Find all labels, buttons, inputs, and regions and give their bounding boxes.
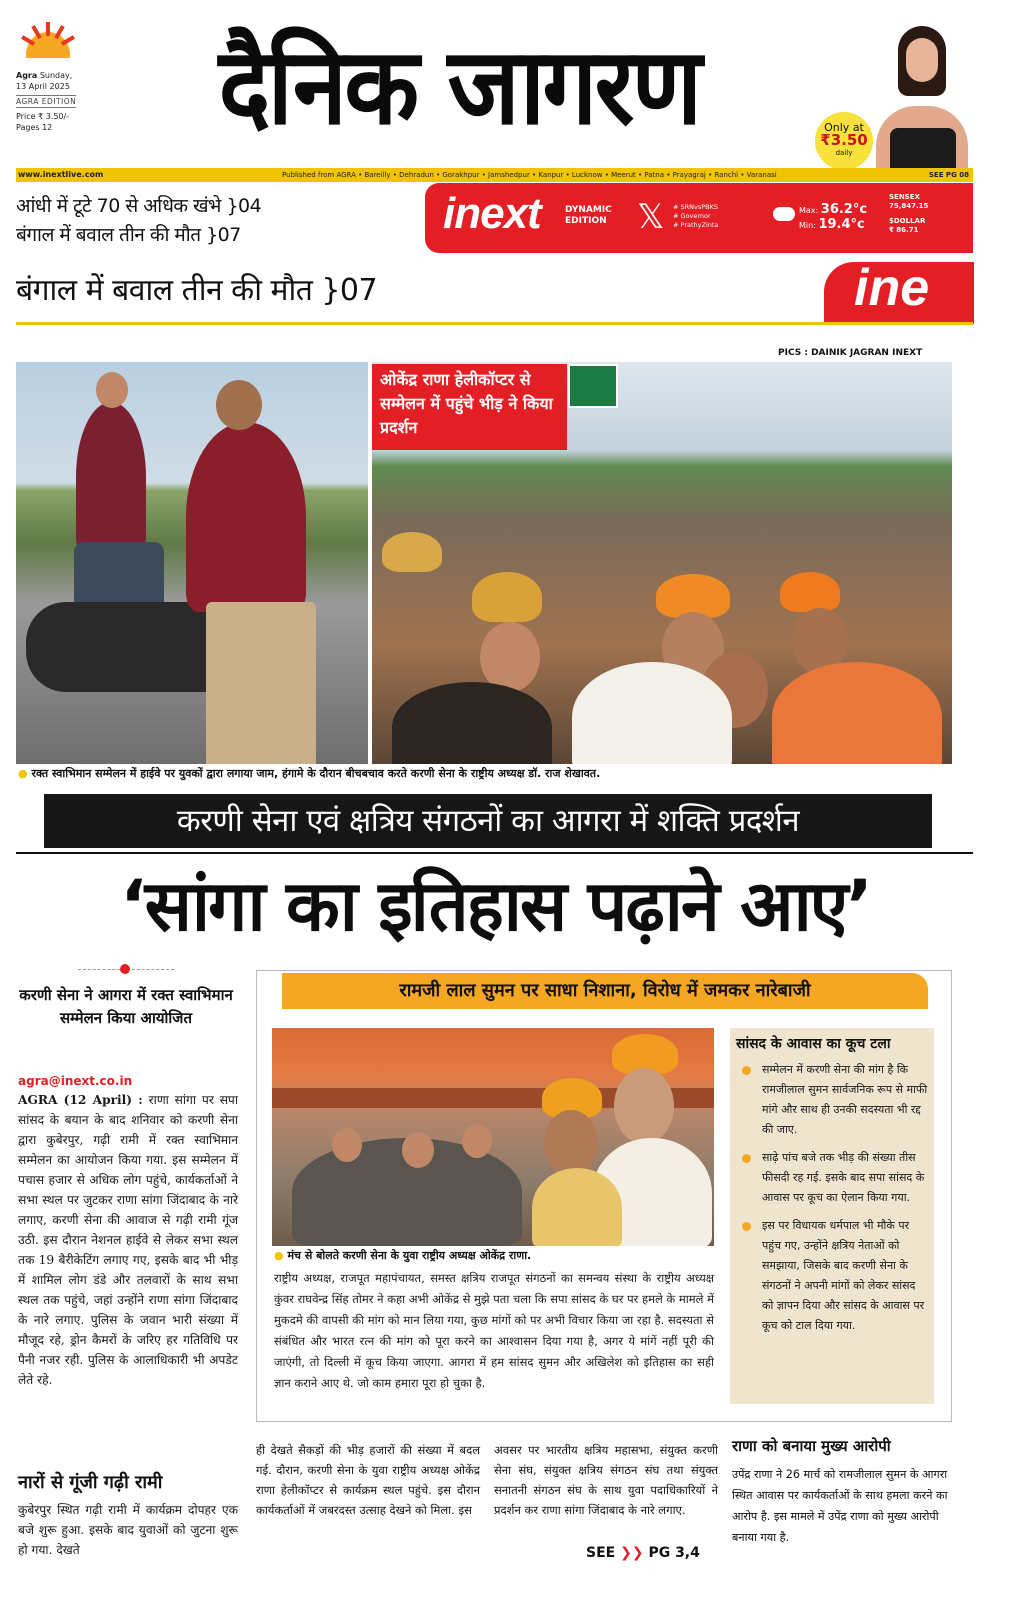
- teaser-1[interactable]: आंधी में टूटे 70 से अधिक खंभे }04: [16, 195, 262, 217]
- yellow-rule: [16, 322, 973, 325]
- dollar-value: ₹ 86.71: [889, 226, 919, 234]
- weather-temps: [799, 203, 867, 233]
- price-text: Price ₹ 3.50/-: [16, 112, 70, 121]
- sidebar-item-text: इस पर विधायक धर्मपाल भी मौके पर पहुंच गए, उन्होंने क्षत्रिय नेताओं को समझाया, जिसके बाद करणी सेना के संगठनों ने अपनी मांगों को लेकर सांसद को ज्ञापन दिया और सांसद के आवास पर कूच को टाल दिया गया.: [762, 1219, 925, 1332]
- x-logo-icon: 𝕏: [637, 197, 665, 237]
- feature-body: राष्ट्रीय अध्यक्ष, राजपूत महापंचायत, समस्त क्षत्रिय राजपूत संगठनों का समन्वय संस्था के राष्ट्रीय अध्यक्ष कुंवर राघवेन्द्र सिंह तोमर ने कहा अभी ओकेंद्र से मुझे पता चला कि सपा सांसद के घर पर हमले के मामले में मुकदमे की वापसी की मांग को मान लिया गया, कुछ मांगों को पर अभी विचार किया जा रहा है. सदस्यता से संबंधित और भारत रत्न की मांग को पूरा करने का आश्वासन दिया गया है, अगर ये मांगें नहीं पूरी की जाएंगी, तो दिल्ली में कूच किया जाएगा. आगरा में हम सांसद सुमन और अखिलेश को इतिहास का सही ज्ञान कराने आए थे. जो काम हमारा पूरा हो चुका है.: [274, 1271, 714, 1390]
- strip-headline[interactable]: बंगाल में बवाल तीन की मौत }07: [16, 273, 378, 308]
- feature-headline: रामजी लाल सुमन पर साधा निशाना, विरोध में जमकर नारेबाजी: [282, 973, 928, 1009]
- sidebar-item-text: सम्मेलन में करणी सेना की मांग है कि रामजीलाल सुमन सार्वजनिक रूप से माफी मांगे और साथ ही उनकी सदस्यता भी रद्द की जाए.: [762, 1063, 928, 1136]
- max-temp: 36.2°c: [820, 202, 868, 217]
- see-pages-ref: [586, 1545, 700, 1561]
- road-sign: [568, 364, 618, 408]
- accused-body: उपेंद्र राणा ने 26 मार्च को रामजीलाल सुमन के आगरा स्थित आवास पर कार्यकर्ताओं के साथ हमला करने का आरोप है. इस मामले में उपेंद्र राणा को मुख्य आरोपी बनाया गया है.: [732, 1468, 948, 1544]
- caption-bullet: ●: [18, 767, 28, 780]
- website-link[interactable]: www.inextlive.com: [18, 170, 104, 179]
- issue-date: 13 April 2025: [16, 82, 70, 91]
- photo-caption-text: रक्त स्वाभिमान सम्मेलन में हाईवे पर युवकों द्वारा लगाया जाम, हंगामे के दौरान बीचबचाव करते करणी सेना के राष्ट्रीय अध्यक्ष डॉ. राज शेखावत.: [31, 767, 601, 780]
- max-label: Max:: [799, 206, 819, 215]
- story-intro: करणी सेना ने आगरा में रक्त स्वाभिमान सम्मेलन किया आयोजित: [19, 986, 233, 1027]
- subheading-slogans: नारों से गूंजी गढ़ी रामी: [18, 1472, 163, 1493]
- inext-band: [425, 183, 973, 253]
- newspaper-logo-sun: [18, 22, 78, 58]
- top-info-strip: [16, 168, 973, 182]
- dyn-line-2: EDITION: [565, 216, 607, 226]
- badge-price: ₹3.50: [820, 131, 868, 149]
- see-page-ref: SEE PG 08: [928, 171, 969, 179]
- badge-daily: daily: [835, 149, 853, 157]
- main-headline[interactable]: ‘सांगा का इतिहास पढ़ाने आए’: [120, 865, 871, 947]
- advert-model-image: [868, 20, 972, 170]
- inext-chip: [824, 262, 974, 324]
- sensex-value: 75,847.15: [889, 202, 929, 210]
- photo-credit: PICS : DAINIK JAGRAN INEXT: [778, 348, 923, 358]
- price-badge: [815, 112, 873, 170]
- dateline: AGRA (12 April) :: [18, 1093, 143, 1107]
- trending-tags: [673, 203, 718, 230]
- chip-text: ine: [854, 262, 930, 317]
- issue-info: [16, 70, 96, 133]
- pages-text: Pages 12: [16, 123, 53, 132]
- caption-bullet-2: ●: [274, 1249, 284, 1262]
- sidebar-item-text: साढ़े पांच बजे तक भीड़ की संख्या तीस फीसदी रह गई. इसके बाद सपा सांसद के आवास पर कूच का ऐलान किया गया.: [762, 1151, 925, 1204]
- see-label: SEE: [586, 1545, 616, 1561]
- story-body-continued: कुबेरपुर स्थित गढ़ी रामी में कार्यक्रम दोपहर एक बजे शुरू हुआ. इसके बाद युवाओं को जुटना शुरू हो गया. देखते: [18, 1503, 238, 1557]
- tag-1: # SRNvsPBKS: [673, 203, 719, 211]
- bottom-column-2: अवसर पर भारतीय क्षत्रिय महासभा, संयुक्त करणी सेना संघ, संयुक्त क्षत्रिय संगठन संघ तथा संयुक्त सनातनी संगठन संघ के साथ युवा पदाधिकारियों ने प्रदर्शन कर राणा सांगा जिंदाबाद के नारे लगाए.: [494, 1443, 718, 1517]
- sidebar-item: [740, 1060, 928, 1140]
- weather-cloud-icon: [773, 207, 795, 221]
- inext-logo: inext: [443, 189, 541, 238]
- dollar-label: $DOLLAR: [889, 217, 926, 225]
- photo-caption: [18, 766, 600, 781]
- photo-highway-protest: [16, 362, 368, 764]
- sidebar-item: [740, 1216, 928, 1336]
- bullet-icon: [742, 1222, 751, 1231]
- section-banner: करणी सेना एवं क्षत्रिय संगठनों का आगरा में शक्ति प्रदर्शन: [44, 794, 932, 848]
- day: Sunday,: [39, 71, 73, 80]
- bottom-column-1: ही देखते सैकड़ों की भीड़ हजारों की संख्या में बदल गई. दौरान, करणी सेना के युवा राष्ट्रीय अध्यक्ष ओकेंद्र राणा हेलीकॉप्टर से कार्यक्रम स्थल पहुंचे. इस दौरान कार्यकर्ताओं में जबरदस्त उत्साह देखने को मिला. इस: [256, 1443, 480, 1517]
- feature-photo-caption: [274, 1248, 531, 1263]
- story-body: [18, 1090, 238, 1390]
- badge-top: Only at: [824, 121, 864, 134]
- sidebar-list: [740, 1060, 928, 1344]
- sidebar-heading: सांसद के आवास का कूच टला: [736, 1036, 891, 1052]
- photo-overlay-caption: ओकेंद्र राणा हेलीकॉप्टर से सम्मेलन में पहुंचे भीड़ ने किया प्रदर्शन: [372, 364, 567, 450]
- city: Agra: [16, 71, 38, 80]
- dyn-line-1: DYNAMIC: [565, 205, 612, 215]
- accused-heading: राणा को बनाया मुख्य आरोपी: [732, 1437, 891, 1455]
- sidebar-box: [730, 1028, 934, 1404]
- divider-dot: [120, 964, 130, 974]
- min-label: Min:: [799, 221, 816, 230]
- dynamic-edition: [565, 205, 612, 227]
- sidebar-item: [740, 1148, 928, 1208]
- bullet-icon: [742, 1066, 751, 1075]
- story-body-text: राणा सांगा पर सपा सांसद के बयान के बाद शनिवार को करणी सेना द्वारा कुबेरपुर, गढ़ी रामी में रक्त स्वाभिमान सम्मेलन का आयोजन किया गया. इस सम्मेलन में पचास हजार से अधिक लोग पहुंचे, कार्यकर्ताओं ने सभा स्थल पर जुटकर राणा सांगा जिंदाबाद के नारे लगाए, करणी सेना की आवाज से गढ़ी रामी गूंज उठी. इस दौरान नेशनल हाईवे से लेकर सभा स्थल तक 19 बैरीकेटिंग लगाए गए, इसके बाद भी भीड़ में शामिल लोग डंडे और तलवारों के साथ सभा स्थल तक पहुंचे, जहां उन्होंने राणा सांगा जिंदाबाद के नारे लगाए. पुलिस के जवान भारी संख्या में मौजूद रहे, ड्रोन कैमरों के जरिए हर गतिविधि पर पैनी नजर रही. पुलिस के आलाधिकारी भी अपडेट लेते रहे.: [18, 1093, 239, 1387]
- min-temp: 19.4°c: [818, 217, 865, 232]
- email-link[interactable]: agra@inext.co.in: [18, 1074, 133, 1088]
- double-arrow-icon: ❯❯: [620, 1545, 644, 1561]
- tag-2: # Governor: [673, 212, 711, 220]
- edition-tag: AGRA EDITION: [16, 97, 77, 106]
- market-info: [889, 193, 928, 235]
- black-rule: [16, 852, 973, 854]
- feature-photo-caption-text: मंच से बोलते करणी सेना के युवा राष्ट्रीय अध्यक्ष ओकेंद्र राणा.: [287, 1249, 532, 1262]
- photo-stage-speech: [272, 1028, 714, 1246]
- tag-3: # PrathyZinta: [673, 221, 719, 229]
- published-cities: Published from AGRA • Bareilly • Dehradun • Gorakhpur • Jamshedpur • Kanpur • Lucknow • Meerut • Patna • Prayagraj • Ranchi • Varanasi: [282, 171, 777, 179]
- sensex-label: SENSEX: [889, 193, 920, 201]
- bullet-icon: [742, 1154, 751, 1163]
- teaser-2[interactable]: बंगाल में बवाल तीन की मौत }07: [16, 224, 241, 246]
- masthead-title: दैनिक जागरण: [218, 25, 700, 148]
- see-pages: PG 3,4: [648, 1545, 700, 1561]
